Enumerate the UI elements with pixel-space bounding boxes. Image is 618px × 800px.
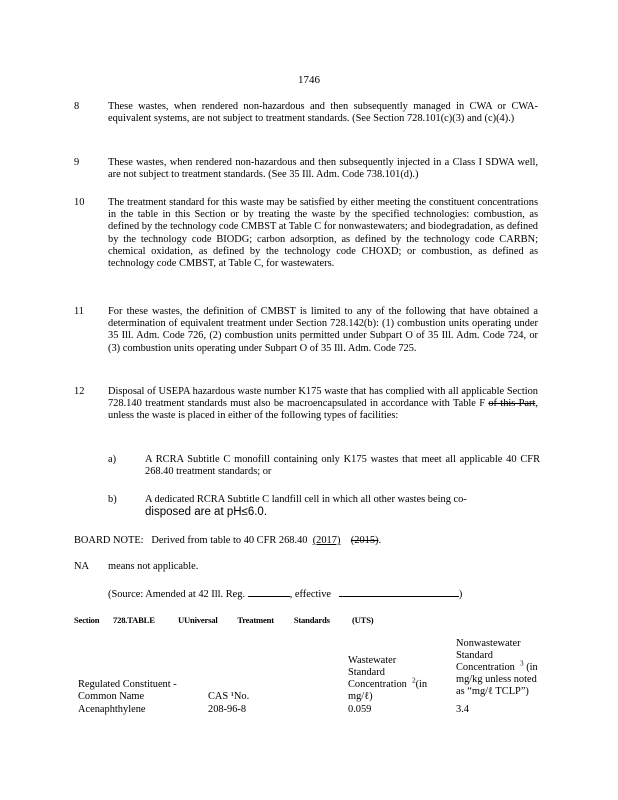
header-text: Concentration — [456, 662, 515, 673]
note-number: 8 — [74, 101, 80, 112]
source-effective: , effective — [289, 589, 332, 600]
header-text: Concentration — [348, 679, 407, 690]
header-nonwastewater: mg/kg unless noted — [456, 674, 537, 685]
header-text: (in — [526, 662, 538, 673]
header-nonwastewater: as “mg/ℓ TCLP”) — [456, 686, 529, 697]
note-number: 10 — [74, 197, 85, 208]
board-note-text: Derived from table to 40 CFR 268.40 — [151, 535, 308, 546]
header-constituent: Regulated Constituent - Common Name — [78, 679, 177, 703]
year-inserted: (2017) — [312, 535, 341, 546]
note-number: 9 — [74, 157, 80, 168]
note-text: For these wastes, the definition of CMBST is limited to any of the following that have obtained a determination of equivalent treatment under Section 728.142(b): (1) combustion units operating under 35 Ill. Adm. Code 726, (2) combustion units permitted under Subpart O of 35 Ill. Adm. Code 724, or (3) combustion units operating under Subpart O of 35 Ill. Adm. Code 725. — [108, 306, 538, 354]
note-text: These wastes, when rendered non-hazardous and then subsequently managed in CWA or CWA-equivalent systems, are not subject to treatment standards. (See Section 728.101(c)(3) and (c)(4).) — [108, 101, 538, 125]
table-row-name: Acenaphthylene — [78, 704, 146, 715]
subitem-letter: a) — [108, 454, 117, 465]
table-row-cas: 208-96-8 — [208, 704, 247, 715]
footnote-ref: 3 — [520, 659, 524, 668]
footnote-ref: 2 — [412, 676, 416, 685]
note-number: 11 — [74, 306, 85, 317]
board-note-label: BOARD NOTE: — [74, 535, 144, 546]
header-nonwastewater: Nonwastewater — [456, 638, 521, 649]
source-close: ) — [458, 589, 463, 600]
section-label: Section — [74, 615, 100, 625]
header-wastewater: mg/ℓ) — [348, 691, 373, 702]
section-title: UUniversal Treatment Standards — [178, 615, 330, 625]
header-text: (in — [415, 679, 428, 690]
header-nonwastewater: Standard — [456, 650, 493, 661]
subitem-letter: b) — [108, 494, 117, 505]
na-label: NA — [74, 561, 90, 572]
struck-text: of this Part — [488, 398, 536, 410]
header-wastewater: Standard — [348, 667, 385, 678]
note-text: These wastes, when rendered non-hazardous and then subsequently injected in a Class I SDWA well, are not subject to treatment standards. (See 35 Ill. Adm. Code 738.101(d).) — [108, 157, 538, 181]
subitem-text: A RCRA Subtitle C monofill containing only K175 wastes that meet all applicable 40 CFR 268.40 treatment standards; or — [145, 454, 540, 478]
header-wastewater: Wastewater — [348, 655, 397, 666]
na-text: means not applicable. — [108, 561, 199, 572]
page-number: 1746 — [298, 74, 320, 86]
source-text: (Source: Amended at 42 Ill. Reg. — [108, 589, 246, 600]
header-wastewater — [348, 676, 428, 691]
year-deleted: (2015) — [350, 535, 379, 546]
subitem-text-part: A dedicated RCRA Subtitle C landfill cell in which all other wastes being co- — [145, 494, 467, 505]
header-cas: CAS ¹No. — [208, 691, 250, 702]
note-text-part: Disposal of USEPA hazardous waste number K175 waste that has complied with all applicable Section 728.140 treatment standards must also be macroencapsulated in accordance with Table F — [108, 386, 538, 410]
section-number: 728.TABLE — [113, 615, 155, 625]
subitem-text-part: disposed are at pH≤6.0. — [145, 506, 268, 519]
note-text-part: , unless the waste is placed in either of the following types of facilities: — [108, 398, 538, 422]
section-abbr: (UTS) — [352, 615, 374, 625]
header-nonwastewater — [456, 659, 538, 674]
table-row-wastewater: 0.059 — [348, 704, 372, 715]
note-text: The treatment standard for this waste may be satisfied by either meeting the constituent concentrations in the table in this Section or by treating the waste by the specified technologies: combustion, as defined by the technology code CMBST at Table C for nonwastewaters; and biodegradation, as defined by the technology code BIODG; carbon adsorption, as defined by the technology code CARBN; chemical oxidation, as defined by the technology code CHOXD; or combustion, as defined as technology code CMBST, at Table C, for wastewaters. — [108, 197, 538, 270]
note-number: 12 — [74, 386, 85, 397]
table-row-nonwastewater: 3.4 — [456, 704, 469, 715]
board-note-end: . — [378, 535, 382, 546]
